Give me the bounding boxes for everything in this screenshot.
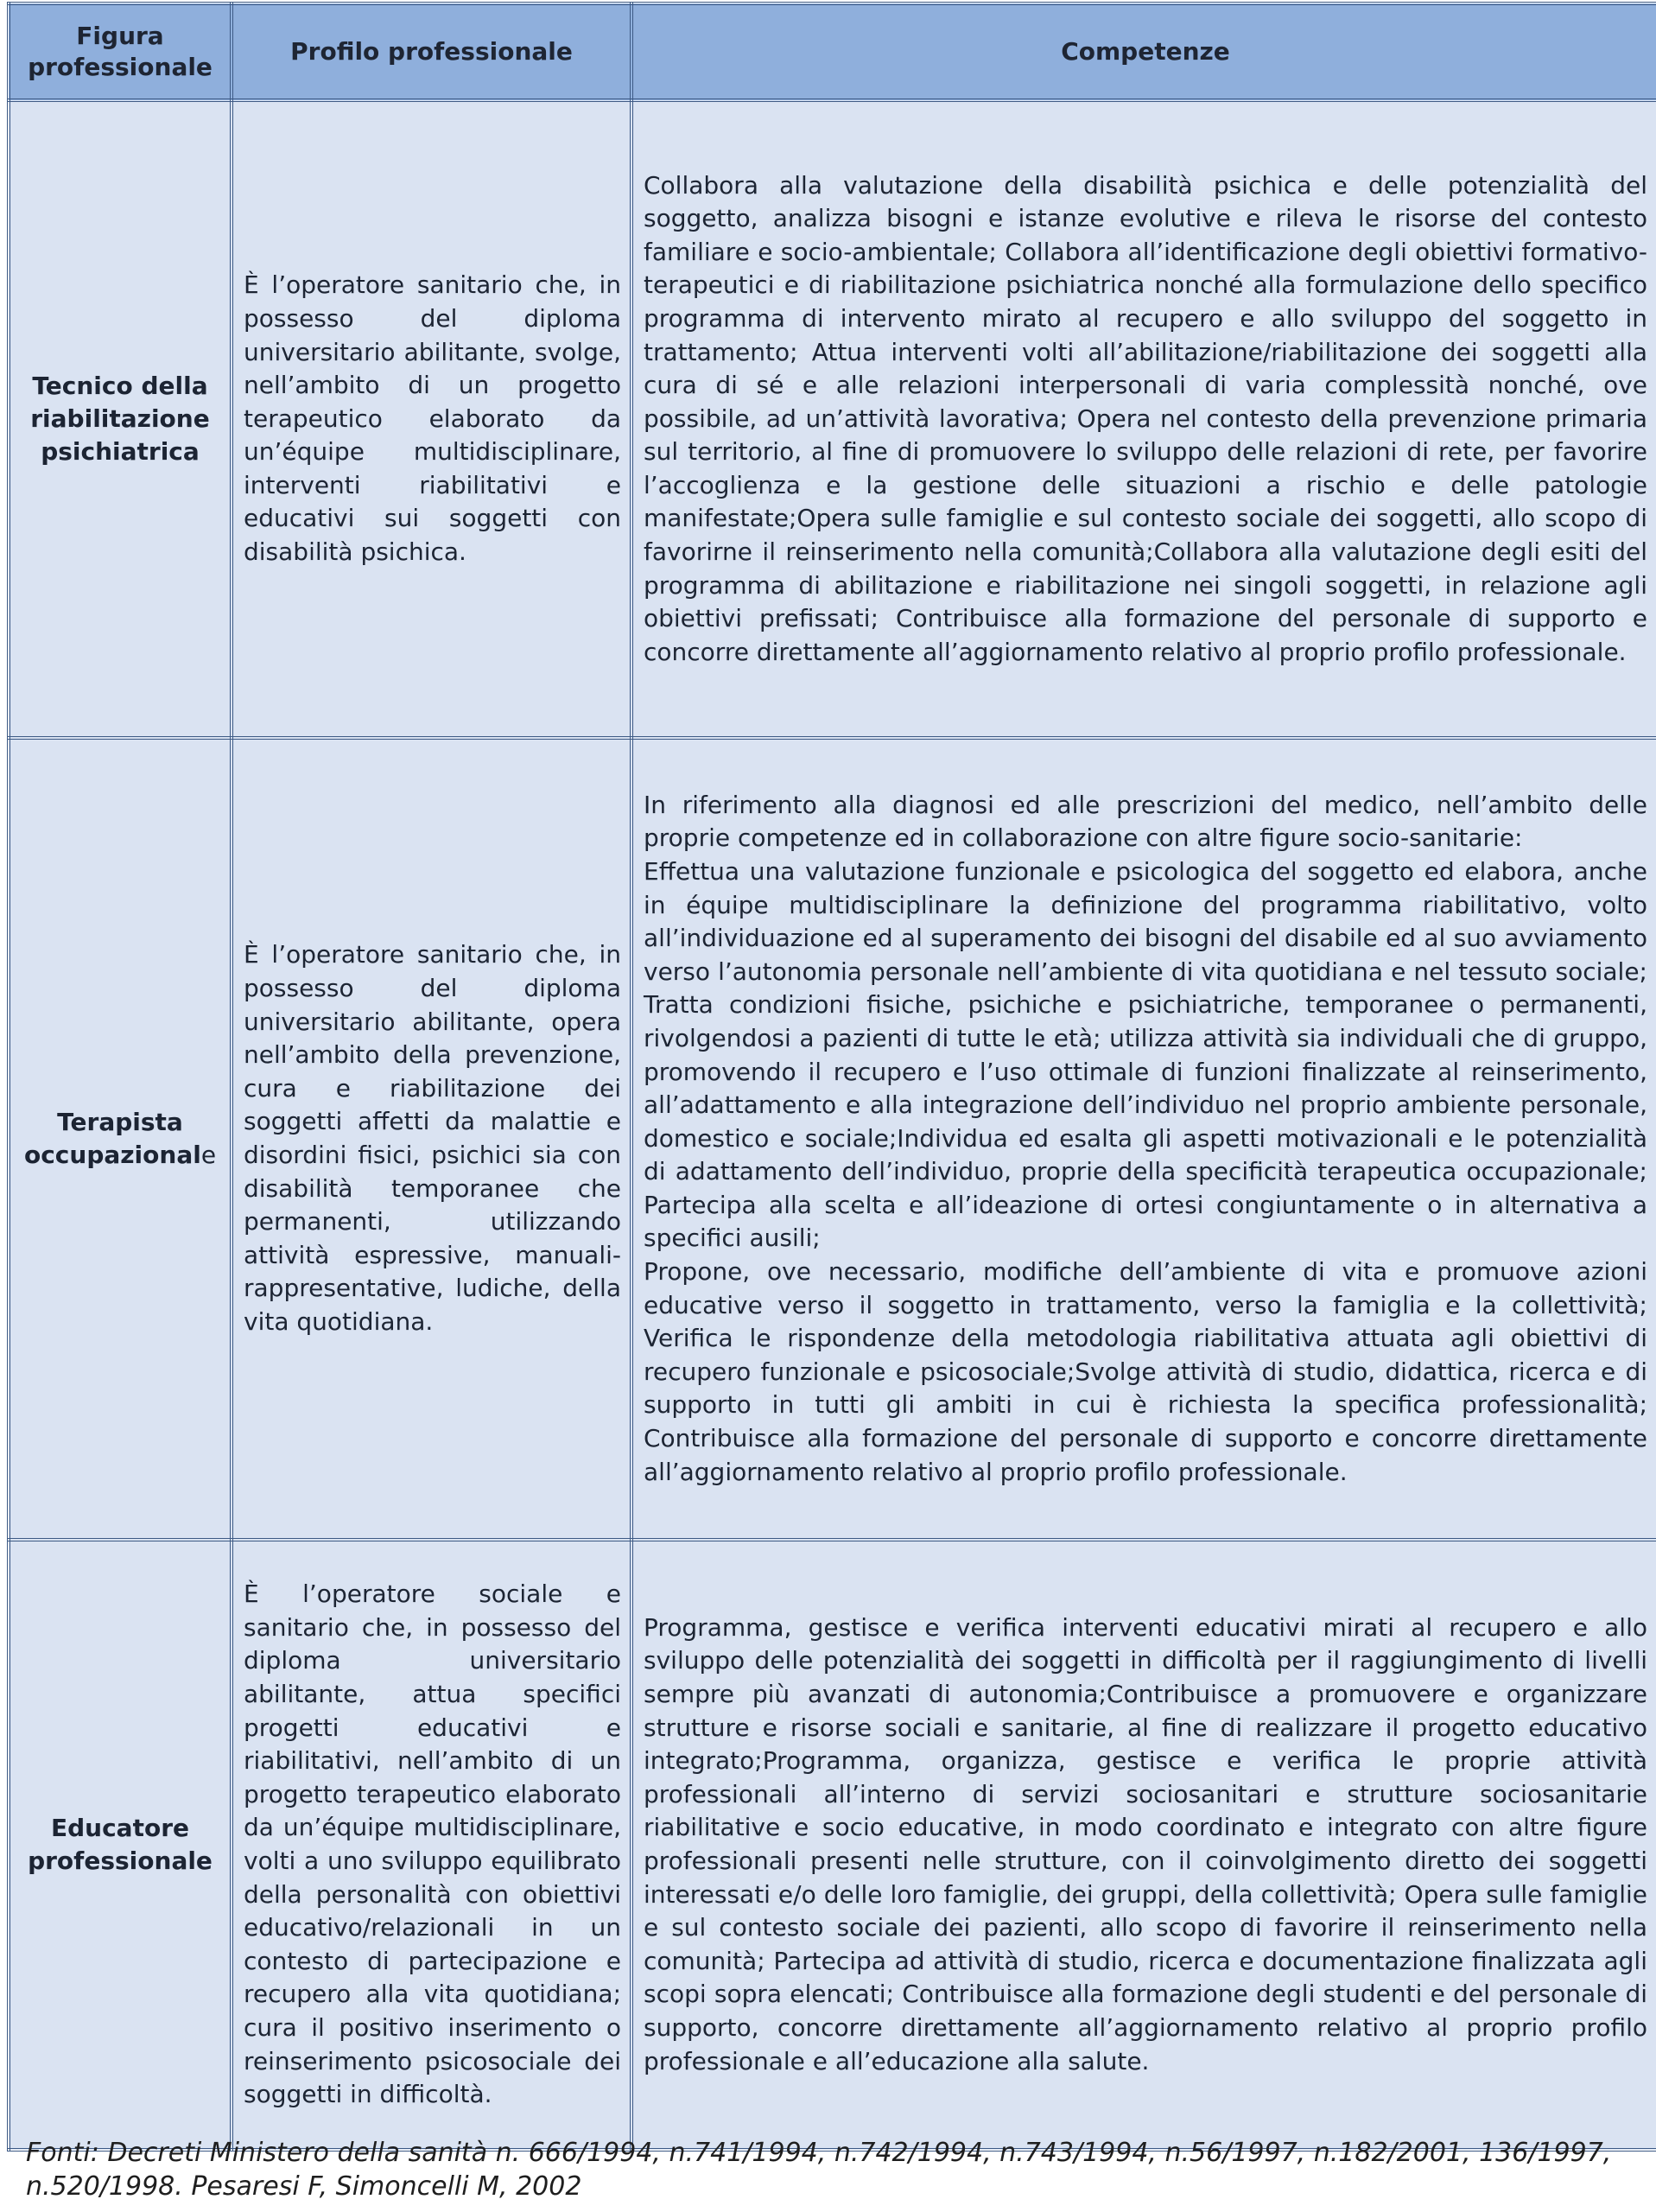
figura-label: Tecnico della riabilitazione psichiatrica	[30, 372, 210, 466]
table-row	[9, 738, 1656, 1540]
figura-cell	[9, 1540, 232, 2150]
competenze-cell	[631, 738, 1656, 1540]
competenze-paragraph: Programma, gestisce e verifica interventi educativi mirati al recupero e allo sviluppo delle potenzialità dei soggetti in difficoltà per il raggiungimento di livelli sempre più avanzati di autonomia;Contribuisce a promuovere e organizzare strutture e risorse sociali e sanitarie, al fine di realizzare il progetto educativo integrato;Programma, organizza, gestisce e verifica le proprie attività professionali all’interno di servizi sociosanitari e strutture sociosanitarie riabilitative e socio educative, in modo coordinato e integrato con altre figure professionali presenti nelle strutture, con il coinvolgimento diretto dei soggetti interessati e/o delle loro famiglie, dei gruppi, della collettività; Opera sulle famiglie e sul contesto sociale dei pazienti, allo scopo di favorire il reinserimento nella comunità; Partecipa ad attività di studio, ricerca e documentazione finalizzata agli scopi sopra elencati; Contribuisce alla formazione degli studenti e del personale di supporto, concorre direttamente all’aggiornamento relativo al proprio profilo professionale e all’educazione alla salute.	[644, 1612, 1647, 2075]
sources-footnote: Fonti: Decreti Ministero della sanità n. 666/1994, n.741/1994, n.742/1994, n.743/1994, n.56/1997, n.182/2001, 136/1997, n.520/1998. Pesaresi F, Simoncelli M, 2002	[26, 2138, 1612, 2202]
table-row	[9, 100, 1656, 738]
table-row	[9, 1540, 1656, 2150]
competenze-paragraph: Effettua una valutazione funzionale e psicologica del soggetto ed elabora, anche in équipe multidisciplinare la definizione del programma riabilitativo, volto all’individuazione ed al superamento dei bisogni del disabile ed al suo avviamento verso l’autonomia personale nell’ambiente di vita quotidiana e nel tessuto sociale; Tratta condizioni fisiche, psichiche e psichiatriche, temporanee o permanenti, rivolgendosi a pazienti di tutte le età; utilizza attività sia individuali che di gruppo, promovendo il recupero e l’uso ottimale di funzioni finalizzate al reinserimento, all’adattamento e alla integrazione dell’individuo nel proprio ambiente personale, domestico e sociale;Individua ed esalta gli aspetti motivazionali e le potenzialità di adattamento dell’individuo, proprie della specificità terapeutica occupazionale; Partecipa alla scelta e all’ideazione di ortesi congiuntamente o in alternativa a specifici ausili;	[644, 856, 1647, 1253]
profilo-cell: È l’operatore sociale e sanitario che, in possesso del diploma universitario abilitante, attua specifici progetti educativi e riabilitativi, nell’ambito di un progetto terapeutico elaborato da un’équipe multidisciplinare, volti a uno sviluppo equilibrato della personalità con obiettivi educativo/relazionali in un contesto di partecipazione e recupero alla vita quotidiana; cura il positivo inserimento o reinserimento psicosociale dei soggetti in difficoltà.	[232, 1540, 631, 2150]
competenze-paragraph: Propone, ove necessario, modifiche dell’ambiente di vita e promuove azioni educative verso il soggetto in trattamento, verso la famiglia e la collettività; Verifica le rispondenze della metodologia riabilitativa attuata agli obiettivi di recupero funzionale e psicosociale;Svolge attività di studio, didattica, ricerca e di supporto in tutti gli ambiti in cui è richiesta la specifica professionalità; Contribuisce alla formazione del personale di supporto e concorre direttamente all’aggiornamento relativo al proprio profilo professionale.	[644, 1257, 1647, 1486]
figura-cell	[9, 100, 232, 738]
figura-label: Educatore professionale	[28, 1814, 213, 1875]
figura-cell	[9, 738, 232, 1540]
profilo-cell: È l’operatore sanitario che, in possesso del diploma universitario abilitante, svolge, nell’ambito di un progetto terapeutico elaborato da un’équipe multidisciplinare, interventi riabilitativi e educativi sui soggetti con disabilità psichica.	[232, 100, 631, 738]
table-header-row	[9, 3, 1656, 100]
header-figura: Figura professionale	[9, 3, 232, 100]
professional-profiles-table	[7, 2, 1656, 2152]
header-profilo: Profilo professionale	[232, 3, 631, 100]
competenze-cell	[631, 1540, 1656, 2150]
competenze-paragraph: In riferimento alla diagnosi ed alle prescrizioni del medico, nell’ambito delle proprie competenze ed in collaborazione con altre figure socio-sanitarie:	[644, 790, 1647, 853]
figura-label-suffix: e	[200, 1141, 217, 1169]
profilo-cell: È l’operatore sanitario che, in possesso del diploma universitario abilitante, opera nell’ambito della prevenzione, cura e riabilitazione dei soggetti affetti da malattie e disordini fisici, psichici sia con disabilità temporanee che permanenti, utilizzando attività espressive, manuali-rappresentative, ludiche, della vita quotidiana.	[232, 738, 631, 1540]
competenze-cell	[631, 100, 1656, 738]
figura-label: Terapista occupazional	[23, 1108, 201, 1169]
header-competenze: Competenze	[631, 3, 1656, 100]
competenze-paragraph: Collabora alla valutazione della disabilità psichica e delle potenzialità del soggetto, analizza bisogni e istanze evolutive e rileva le risorse del contesto familiare e socio-ambientale; Collabora all’identificazione degli obiettivi formativo-terapeutici e di riabilitazione psichiatrica nonché alla formulazione dello specifico programma di intervento mirato al recupero e allo sviluppo del soggetto in trattamento; Attua interventi volti all’abilitazione/riabilitazione dei soggetti alla cura di sé e alle relazioni interpersonali di varia complessità nonché, ove possibile, ad un’attività lavorativa; Opera nel contesto della prevenzione primaria sul territorio, al fine di promuovere lo sviluppo delle relazioni di rete, per favorire l’accoglienza e la gestione delle situazioni a rischio e delle patologie manifestate;Opera sulle famiglie e sul contesto sociale dei soggetti, allo scopo di favorirne il reinserimento nella comunità;Collabora alla valutazione degli esiti del programma di abilitazione e riabilitazione nei singoli soggetti, in relazione agli obiettivi prefissati; Contribuisce alla formazione del personale di supporto e concorre direttamente all’aggiornamento relativo al proprio profilo professionale.	[644, 170, 1647, 666]
